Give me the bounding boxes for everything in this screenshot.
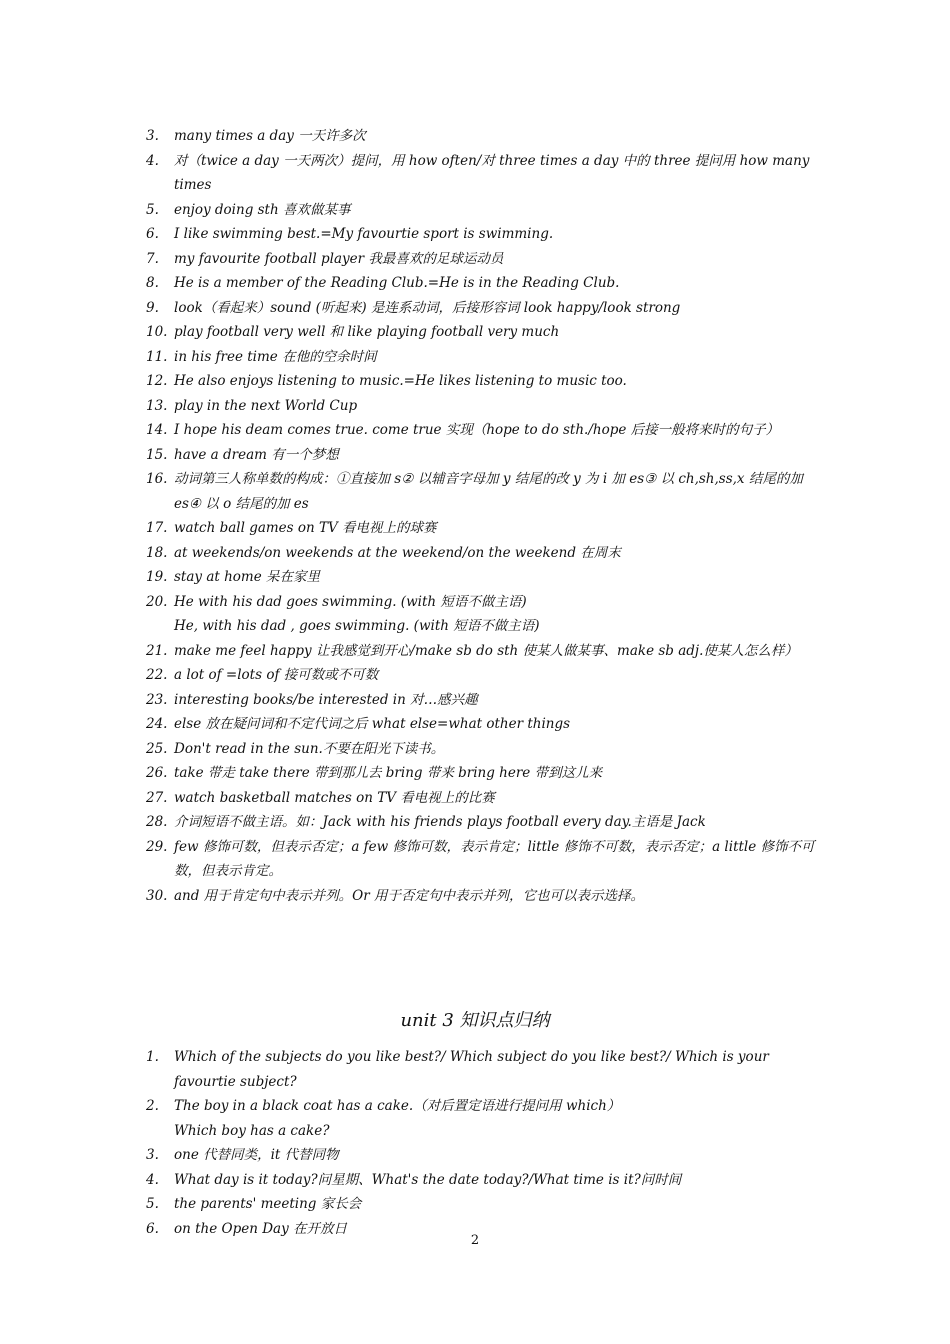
item-number: 22. <box>146 667 168 683</box>
item-text: The boy in a black coat has a cake.（对后置定语进行提问用 which） <box>174 1098 621 1114</box>
list-item <box>0 1094 950 1143</box>
list-item <box>0 884 950 909</box>
list-item <box>0 345 950 370</box>
list-item <box>0 320 950 345</box>
item-text: have a dream 有一个梦想 <box>174 446 339 463</box>
item-number: 25. <box>146 740 168 757</box>
item-number: 7. <box>146 250 159 267</box>
list-item <box>0 1192 950 1217</box>
item-text: enjoy doing sth 喜欢做某事 <box>174 201 351 218</box>
item-number: 6. <box>146 1220 159 1237</box>
item-text: I hope his deam comes true. come true 实现（hope to do sth./hope 后接一般将来时的句子） <box>174 422 780 438</box>
list-item <box>0 786 950 811</box>
notes-list-unit2 <box>0 124 950 908</box>
list-item <box>0 565 950 590</box>
item-number: 27. <box>146 789 168 806</box>
list-item <box>0 663 950 688</box>
item-text: play football very well 和 like playing football very much <box>174 324 560 340</box>
item-text: Don't read in the sun.不要在阳光下读书。 <box>174 740 445 757</box>
item-number: 18. <box>146 544 168 561</box>
item-number: 17. <box>146 520 168 536</box>
list-item <box>0 688 950 713</box>
list-item <box>0 1143 950 1168</box>
item-number: 30. <box>146 887 168 904</box>
item-text: look（看起来）sound (听起来) 是连系动词，后接形容词 look happy/look strong <box>174 299 681 316</box>
item-text: many times a day 一天许多次 <box>174 128 366 144</box>
item-number: 24. <box>146 716 168 732</box>
item-text: else 放在疑问词和不定代词之后 what else=what other things <box>174 716 571 732</box>
list-item <box>0 124 950 149</box>
item-text: make me feel happy 让我感觉到开心/make sb do sth 使某人做某事、make sb adj.使某人怎么样） <box>174 642 798 659</box>
list-item <box>0 418 950 443</box>
item-text: stay at home 呆在家里 <box>174 569 320 585</box>
section-heading: unit 3 知识点归纳 <box>400 1010 550 1031</box>
item-text: He with his dad goes swimming. (with 短语不做主语) <box>174 593 527 610</box>
item-text: one 代替同类，it 代替同物 <box>174 1147 339 1163</box>
item-text: watch ball games on TV 看电视上的球赛 <box>174 520 437 536</box>
item-text: and 用于肯定句中表示并列。Or 用于否定句中表示并列，它也可以表示选择。 <box>174 887 644 904</box>
item-text: a lot of =lots of 接可数或不可数 <box>174 667 379 683</box>
item-number: 4. <box>146 1171 159 1188</box>
item-number: 28. <box>146 814 168 830</box>
item-number: 5. <box>146 1196 159 1212</box>
list-item <box>0 712 950 737</box>
item-number: 12. <box>146 373 168 389</box>
item-number: 21. <box>146 642 168 659</box>
item-number: 16. <box>146 471 168 487</box>
list-item <box>0 761 950 786</box>
list-item <box>0 810 950 835</box>
list-item <box>0 516 950 541</box>
item-text: in his free time 在他的空余时间 <box>174 348 377 365</box>
item-number: 23. <box>146 691 168 708</box>
item-number: 4. <box>146 152 159 169</box>
list-item <box>0 296 950 321</box>
item-number: 3. <box>146 1147 159 1163</box>
item-number: 13. <box>146 397 168 414</box>
item-number: 2. <box>146 1098 159 1114</box>
item-text: What day is it today?问星期、What's the date today?/What time is it?问时间 <box>174 1171 682 1188</box>
item-number: 29. <box>146 838 168 855</box>
item-subtext: He, with his dad , goes swimming. (with 短语不做主语) <box>174 618 540 634</box>
item-text: on the Open Day 在开放日 <box>174 1220 347 1237</box>
item-number: 3. <box>146 128 159 144</box>
list-item <box>0 369 950 394</box>
item-text: 动词第三人称单数的构成：①直接加 s② 以辅音字母加 y 结尾的改 y 为 i 加 es③ 以 ch,sh,ss,x 结尾的加 es④ 以 o 结尾的加 es <box>174 471 803 512</box>
item-number: 11. <box>146 348 168 365</box>
item-text: the parents' meeting 家长会 <box>174 1196 362 1212</box>
item-text: 介词短语不做主语。如：Jack with his friends plays football every day.主语是 Jack <box>174 814 706 830</box>
item-text: take 带走 take there 带到那儿去 bring 带来 bring here 带到这儿来 <box>174 765 603 781</box>
item-number: 8. <box>146 275 159 291</box>
item-text: Which of the subjects do you like best?/ Which subject do you like best?/ Which is your favourtie subject? <box>174 1049 769 1090</box>
page-number: 2 <box>470 1233 480 1248</box>
item-number: 15. <box>146 446 168 463</box>
item-number: 10. <box>146 324 168 340</box>
list-item <box>0 835 950 884</box>
item-number: 19. <box>146 569 168 585</box>
item-number: 5. <box>146 201 159 218</box>
item-text: watch basketball matches on TV 看电视上的比赛 <box>174 789 495 806</box>
list-item <box>0 443 950 468</box>
item-text: play in the next World Cup <box>174 397 358 414</box>
item-text: interesting books/be interested in 对…感兴趣 <box>174 691 478 708</box>
item-number: 14. <box>146 422 168 438</box>
list-item <box>0 1168 950 1193</box>
list-item <box>0 639 950 664</box>
list-item <box>0 541 950 566</box>
item-number: 9. <box>146 299 159 316</box>
list-item <box>0 590 950 639</box>
item-text: 对（twice a day 一天两次）提问，用 how often/对 three times a day 中的 three 提问用 how many times <box>174 152 810 193</box>
notes-list-unit3 <box>0 1045 950 1241</box>
item-text: few 修饰可数，但表示否定；a few 修饰可数，表示肯定；little 修饰不可数，表示否定；a little 修饰不可数，但表示肯定。 <box>174 838 815 879</box>
item-number: 1. <box>146 1049 159 1065</box>
list-item <box>0 1045 950 1094</box>
item-number: 6. <box>146 226 159 242</box>
item-text: I like swimming best.=My favourtie sport is swimming. <box>174 226 554 242</box>
list-item <box>0 271 950 296</box>
list-item <box>0 149 950 198</box>
list-item <box>0 222 950 247</box>
item-text: He is a member of the Reading Club.=He is in the Reading Club. <box>174 275 620 291</box>
list-item <box>0 247 950 272</box>
list-item <box>0 737 950 762</box>
list-item <box>0 198 950 223</box>
item-text: He also enjoys listening to music.=He likes listening to music too. <box>174 373 627 389</box>
item-text: my favourite football player 我最喜欢的足球运动员 <box>174 250 504 267</box>
item-text: at weekends/on weekends at the weekend/on the weekend 在周末 <box>174 544 621 561</box>
item-number: 20. <box>146 593 168 610</box>
list-item <box>0 467 950 516</box>
item-number: 26. <box>146 765 168 781</box>
item-subtext: Which boy has a cake? <box>174 1122 330 1139</box>
list-item <box>0 394 950 419</box>
